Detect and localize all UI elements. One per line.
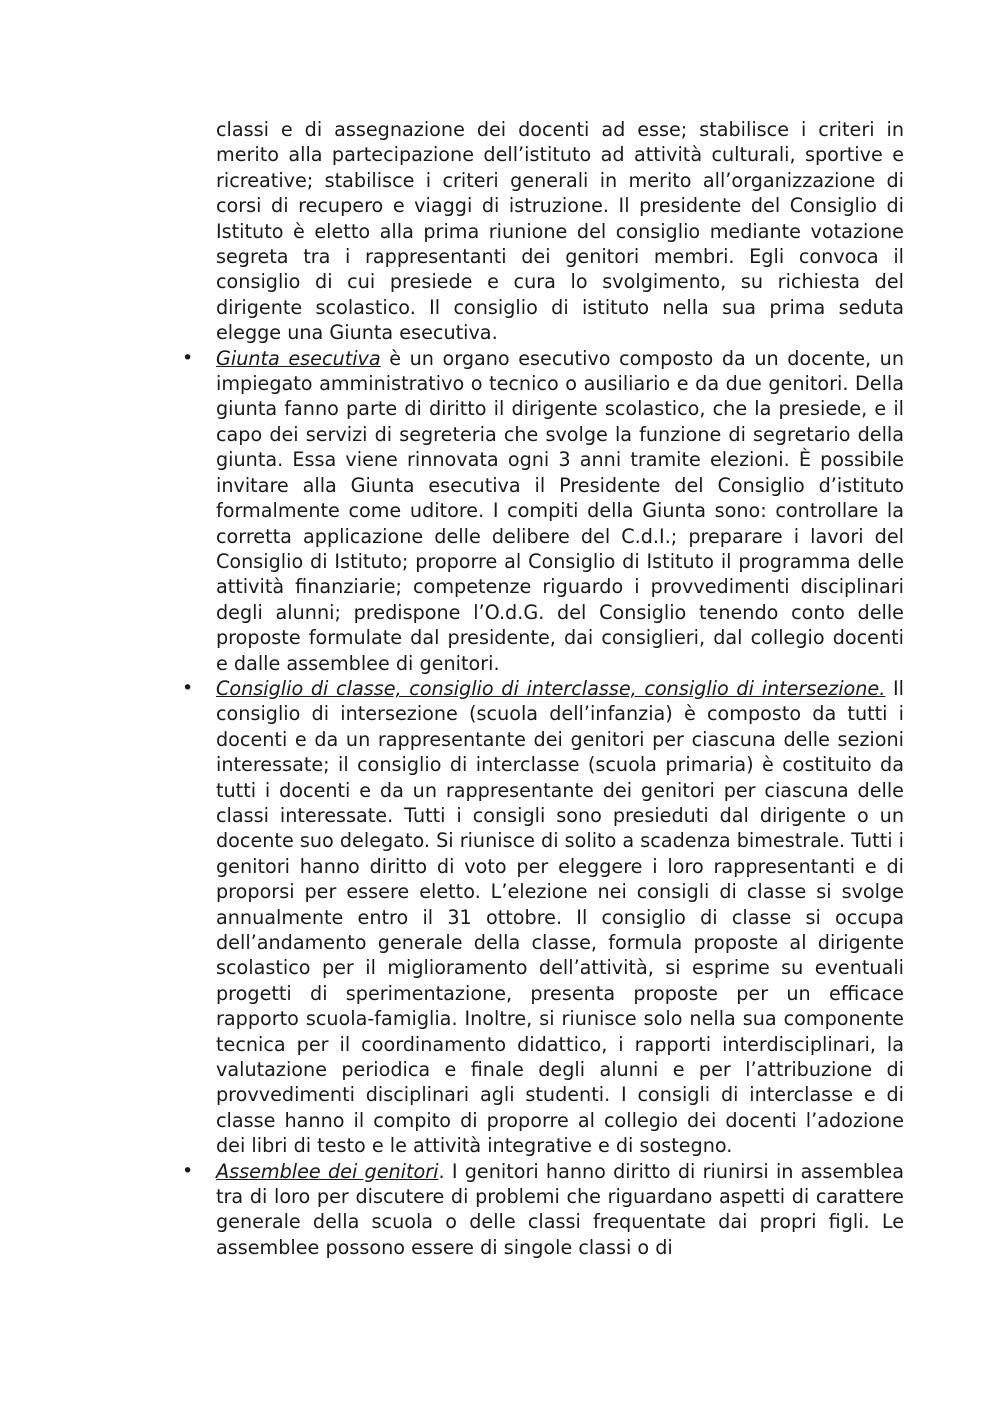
list-item-text — [216, 676, 904, 1159]
list-item-text — [216, 1159, 904, 1261]
term-heading: Giunta esecutiva — [216, 346, 381, 370]
bullet-icon: • — [182, 346, 194, 369]
term-description: è un organo esecutivo composto da un docente, un impiegato amministrativo o tecnico o ausiliario e da due genitori. Della giunta fanno parte di diritto il dirigente scolastico, che la presiede, e il capo dei servizi di segreteria che svolge la funzione di segretario della giunta. Essa viene rinnovata ogni 3 anni tramite elezioni. È possibile invitare alla Giunta esecutiva il Presidente del Consiglio d’istituto formalmente come uditore. I compiti della Giunta sono: controllare la corretta applicazione delle delibere del C.d.I.; preparare i lavori del Consiglio di Istituto; proporre al Consiglio di Istituto il programma delle attività finanziarie; competenze riguardo i provvedimenti disciplinari degli alunni; predispone l’O.d.G. del Consiglio tenendo conto delle proposte formulate dal presidente, dai consiglieri, dal collegio docenti e dalle assemblee di genitori. — [216, 346, 904, 675]
bullet-icon: • — [182, 1159, 194, 1182]
list-item-consiglio-di-classe — [182, 676, 904, 1159]
list-item-giunta-esecutiva — [182, 346, 904, 676]
bullet-icon: • — [182, 676, 194, 699]
list-item-assemblee-dei-genitori — [182, 1159, 904, 1261]
document-body — [182, 117, 904, 1260]
term-description: . I genitori hanno diritto di riunirsi in assemblea tra di loro per discutere di problemi che riguardano aspetti di carattere generale della scuola o delle classi frequentate dai propri figli. Le assemblee possono essere di singole classi o di — [216, 1159, 904, 1259]
term-heading: Consiglio di classe, consiglio di interclasse, consiglio di intersezione. — [216, 676, 886, 700]
term-heading: Assemblee dei genitori — [216, 1159, 439, 1183]
list-item-text — [216, 346, 904, 676]
intro-paragraph: classi e di assegnazione dei docenti ad esse; stabilisce i criteri in merito alla partecipazione dell’istituto ad attività culturali, sportive e ricreative; stabilisce i criteri generali in merito all’organizzazione di corsi di recupero e viaggi di istruzione. Il presidente del Consiglio di Istituto è eletto alla prima riunione del consiglio mediante votazione segreta tra i rappresentanti dei genitori membri. Egli convoca il consiglio di cui presiede e cura lo svolgimento, su richiesta del dirigente scolastico. Il consiglio di istituto nella sua prima seduta elegge una Giunta esecutiva. — [216, 118, 904, 345]
term-description: Il consiglio di intersezione (scuola dell’infanzia) è composto da tutti i docenti e da un rappresentante dei genitori per ciascuna delle sezioni interessate; il consiglio di interclasse (scuola primaria) è costituito da tutti i docenti e da un rappresentante dei genitori per ciascuna delle classi interessate. Tutti i consigli sono presieduti dal dirigente o un docente suo delegato. Si riunisce di solito a scadenza bimestrale. Tutti i genitori hanno diritto di voto per eleggere i loro rappresentanti e di proporsi per essere eletto. L’elezione nei consigli di classe si svolge annualmente entro il 31 ottobre. Il consiglio di classe si occupa dell’andamento generale della classe, formula proposte al dirigente scolastico per il miglioramento dell’attività, si esprime su eventuali progetti di sperimentazione, presenta proposte per un efficace rapporto scuola-famiglia. Inoltre, si riunisce solo nella sua componente tecnica per il coordinamento didattico, i rapporti interdisciplinari, la valutazione periodica e finale degli alunni e per l’attribuzione di provvedimenti disciplinari agli studenti. I consigli di interclasse e di classe hanno il compito di proporre al collegio dei docenti l’adozione dei libri di testo e le attività integrative e di sostegno. — [216, 676, 904, 1158]
